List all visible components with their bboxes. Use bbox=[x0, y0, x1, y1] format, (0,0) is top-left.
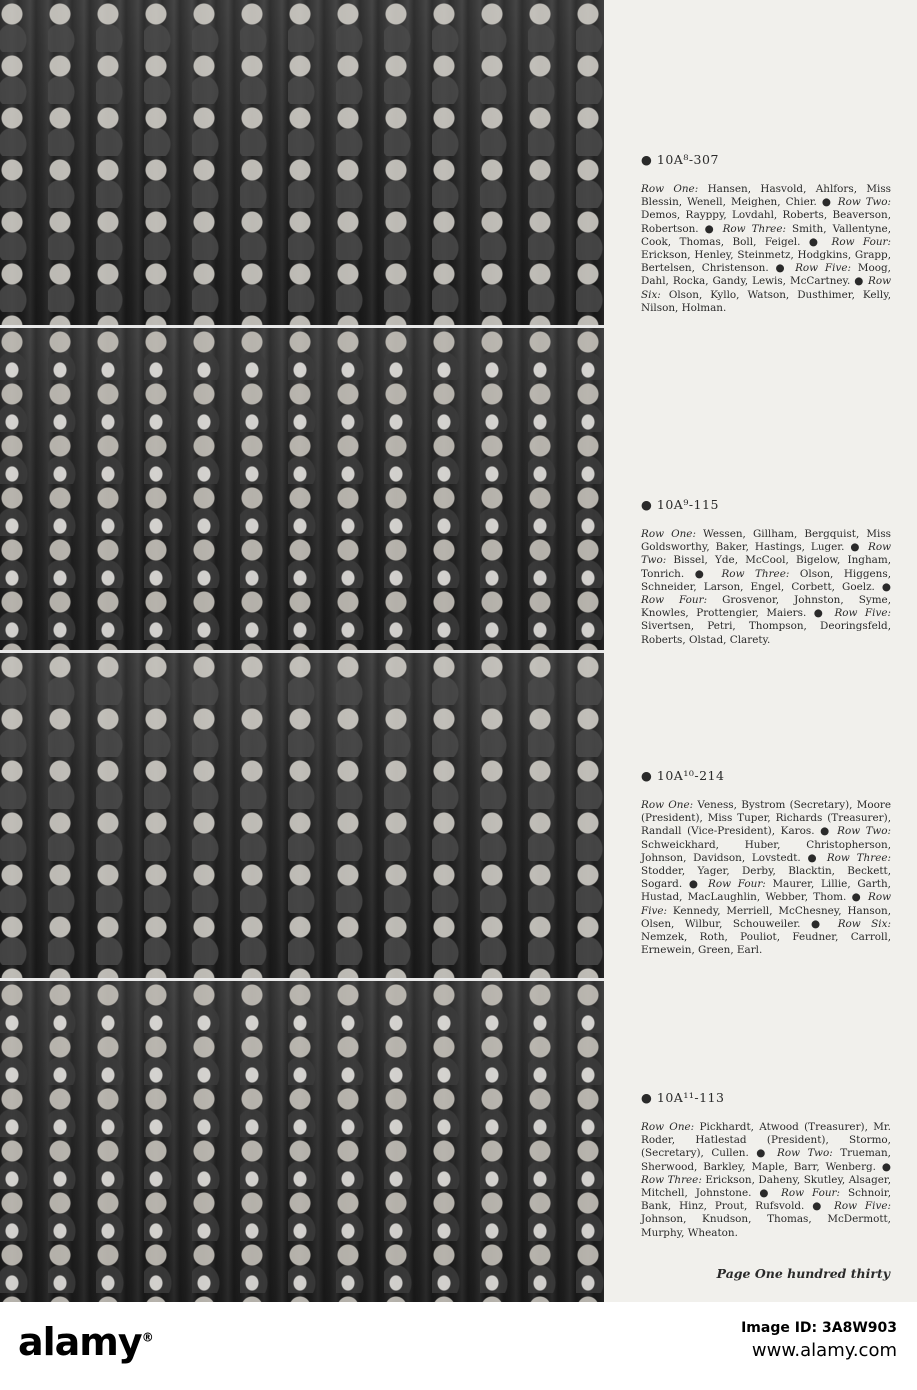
row-names: Demos, Rayppy, Lovdahl, Roberts, Beaverson, Robertson. ● bbox=[641, 209, 891, 235]
row-names: Johnson, Knudson, Thomas, McDermott, Murphy, Wheaton. bbox=[641, 1213, 891, 1239]
row-names: Erickson, Henley, Steinmetz, Hodgkins, Grapp, Bertelsen, Christenson. ● bbox=[641, 249, 891, 275]
row-label: Row Six: bbox=[641, 275, 891, 301]
row-names: Veness, Bystrom (Secretary), Moore (President), Miss Tuper, Richards (Treasurer), Randall (Vice-President), Karos. ● bbox=[641, 799, 891, 838]
row-label: Row Five: bbox=[834, 1200, 891, 1213]
row-names: Stodder, Yager, Derby, Blacktin, Beckett, Sogard. ● bbox=[641, 865, 891, 891]
row-names: Hansen, Hasvold, Ahlfors, Miss Blessin, Wenell, Meighen, Chier. ● bbox=[641, 183, 891, 209]
row-names: Trueman, Sherwood, Barkley, Maple, Barr, Wenberg. ● bbox=[641, 1147, 891, 1173]
row-label: Row One: bbox=[641, 799, 694, 811]
row-label: Row Five: bbox=[641, 891, 891, 917]
stock-info bbox=[741, 1320, 897, 1361]
row-names: Erickson, Daheny, Skutley, Alsager, Mitchell, Johnstone. ● bbox=[641, 1173, 891, 1200]
row-names: Nemzek, Roth, Pouliot, Feudner, Carroll, Ernewein, Green, Earl. bbox=[641, 931, 891, 957]
row-label: Row One: bbox=[641, 1121, 695, 1133]
row-label: Row Two: bbox=[837, 196, 891, 209]
row-names: Maurer, Lillie, Garth, Hustad, MacLaughlin, Webber, Thom. ● bbox=[641, 878, 891, 904]
logo-text: alamy bbox=[18, 1320, 142, 1364]
caption-title: ● 10A¹¹-113 bbox=[641, 1090, 725, 1105]
row-names: Sivertsen, Petri, Thompson, Deoringsfeld, Roberts, Olstad, Clarety. bbox=[641, 620, 891, 646]
row-label: Row Two: bbox=[641, 541, 891, 567]
class-photo-10a10 bbox=[0, 653, 604, 981]
caption-title: ● 10A⁹-115 bbox=[641, 497, 719, 512]
row-label: Row Five: bbox=[795, 262, 851, 275]
row-names: Schnoir, Bank, Hinz, Prout, Rufsvold. ● bbox=[641, 1187, 891, 1213]
caption-body bbox=[641, 799, 891, 957]
homeroom-label: 10A¹¹-113 bbox=[656, 1090, 725, 1105]
alamy-logo: alamy® bbox=[18, 1320, 153, 1364]
row-label: Row Three: bbox=[721, 567, 790, 580]
stock-banner bbox=[0, 1302, 917, 1390]
row-names: Pickhardt, Atwood (Treasurer), Mr. Roder, Hatlestad (President), Stormo, (Secretary), Cullen. ● bbox=[641, 1121, 891, 1160]
row-label: Row Six: bbox=[837, 917, 891, 930]
row-names: Smith, Vallentyne, Cook, Thomas, Boll, Feigel. ● bbox=[641, 222, 892, 248]
class-photo-10a11 bbox=[0, 981, 604, 1305]
caption-body bbox=[641, 528, 891, 647]
row-label: Row Four: bbox=[641, 594, 708, 607]
caption-title: ● 10A⁸-307 bbox=[641, 152, 719, 167]
row-label: Row One: bbox=[641, 528, 696, 540]
row-names: Olson, Higgens, Schneider, Larson, Engel, Corbett, Goelz. ● bbox=[641, 567, 891, 593]
caption-10a11 bbox=[641, 1090, 891, 1240]
row-label: Row Four: bbox=[781, 1187, 841, 1200]
homeroom-label: 10A⁹-115 bbox=[656, 497, 719, 512]
row-label: Row Two: bbox=[777, 1147, 833, 1160]
caption-title: ● 10A¹⁰-214 bbox=[641, 768, 725, 783]
homeroom-label: 10A¹⁰-214 bbox=[656, 768, 725, 783]
caption-10a9 bbox=[641, 497, 891, 647]
image-id: Image ID: 3A8W903 bbox=[741, 1320, 897, 1336]
row-label: Row Four: bbox=[831, 235, 891, 248]
row-label: Row One: bbox=[641, 183, 699, 195]
row-names: Schweickhard, Huber, Christopherson, Johnson, Davidson, Lovstedt. ● bbox=[641, 838, 891, 864]
class-photo-10a8 bbox=[0, 0, 604, 328]
row-names: Kennedy, Merriell, McChesney, Hanson, Olsen, Wilbur, Schouweiler. ● bbox=[641, 904, 891, 930]
row-label: Row Two: bbox=[837, 825, 891, 838]
caption-body bbox=[641, 183, 891, 315]
row-names: Olson, Kyllo, Watson, Dusthimer, Kelly, Nilson, Holman. bbox=[641, 288, 891, 314]
row-label: Row Three: bbox=[722, 222, 786, 235]
row-label: Row Four: bbox=[708, 878, 766, 891]
row-names: Moog, Dahl, Rocka, Gandy, Lewis, McCartney. ● bbox=[641, 262, 891, 288]
caption-body bbox=[641, 1121, 891, 1240]
page-number: Page One hundred thirty bbox=[716, 1266, 890, 1281]
site-url: www.alamy.com bbox=[751, 1340, 897, 1361]
homeroom-label: 10A⁸-307 bbox=[656, 152, 719, 167]
row-label: Row Five: bbox=[834, 607, 891, 620]
caption-10a8 bbox=[641, 152, 891, 315]
row-label: Row Three: bbox=[826, 851, 891, 864]
class-photo-10a9 bbox=[0, 328, 604, 653]
row-names: Grosvenor, Johnston, Syme, Knowles, Prottengier, Maiers. ● bbox=[641, 594, 891, 620]
row-names: Wessen, Gillham, Bergquist, Miss Goldsworthy, Baker, Hastings, Luger. ● bbox=[641, 528, 891, 554]
row-label: Row Three: bbox=[641, 1173, 702, 1186]
row-names: Bissel, Yde, McCool, Bigelow, Ingham, Tonrich. ● bbox=[641, 554, 891, 580]
caption-10a10 bbox=[641, 768, 891, 957]
